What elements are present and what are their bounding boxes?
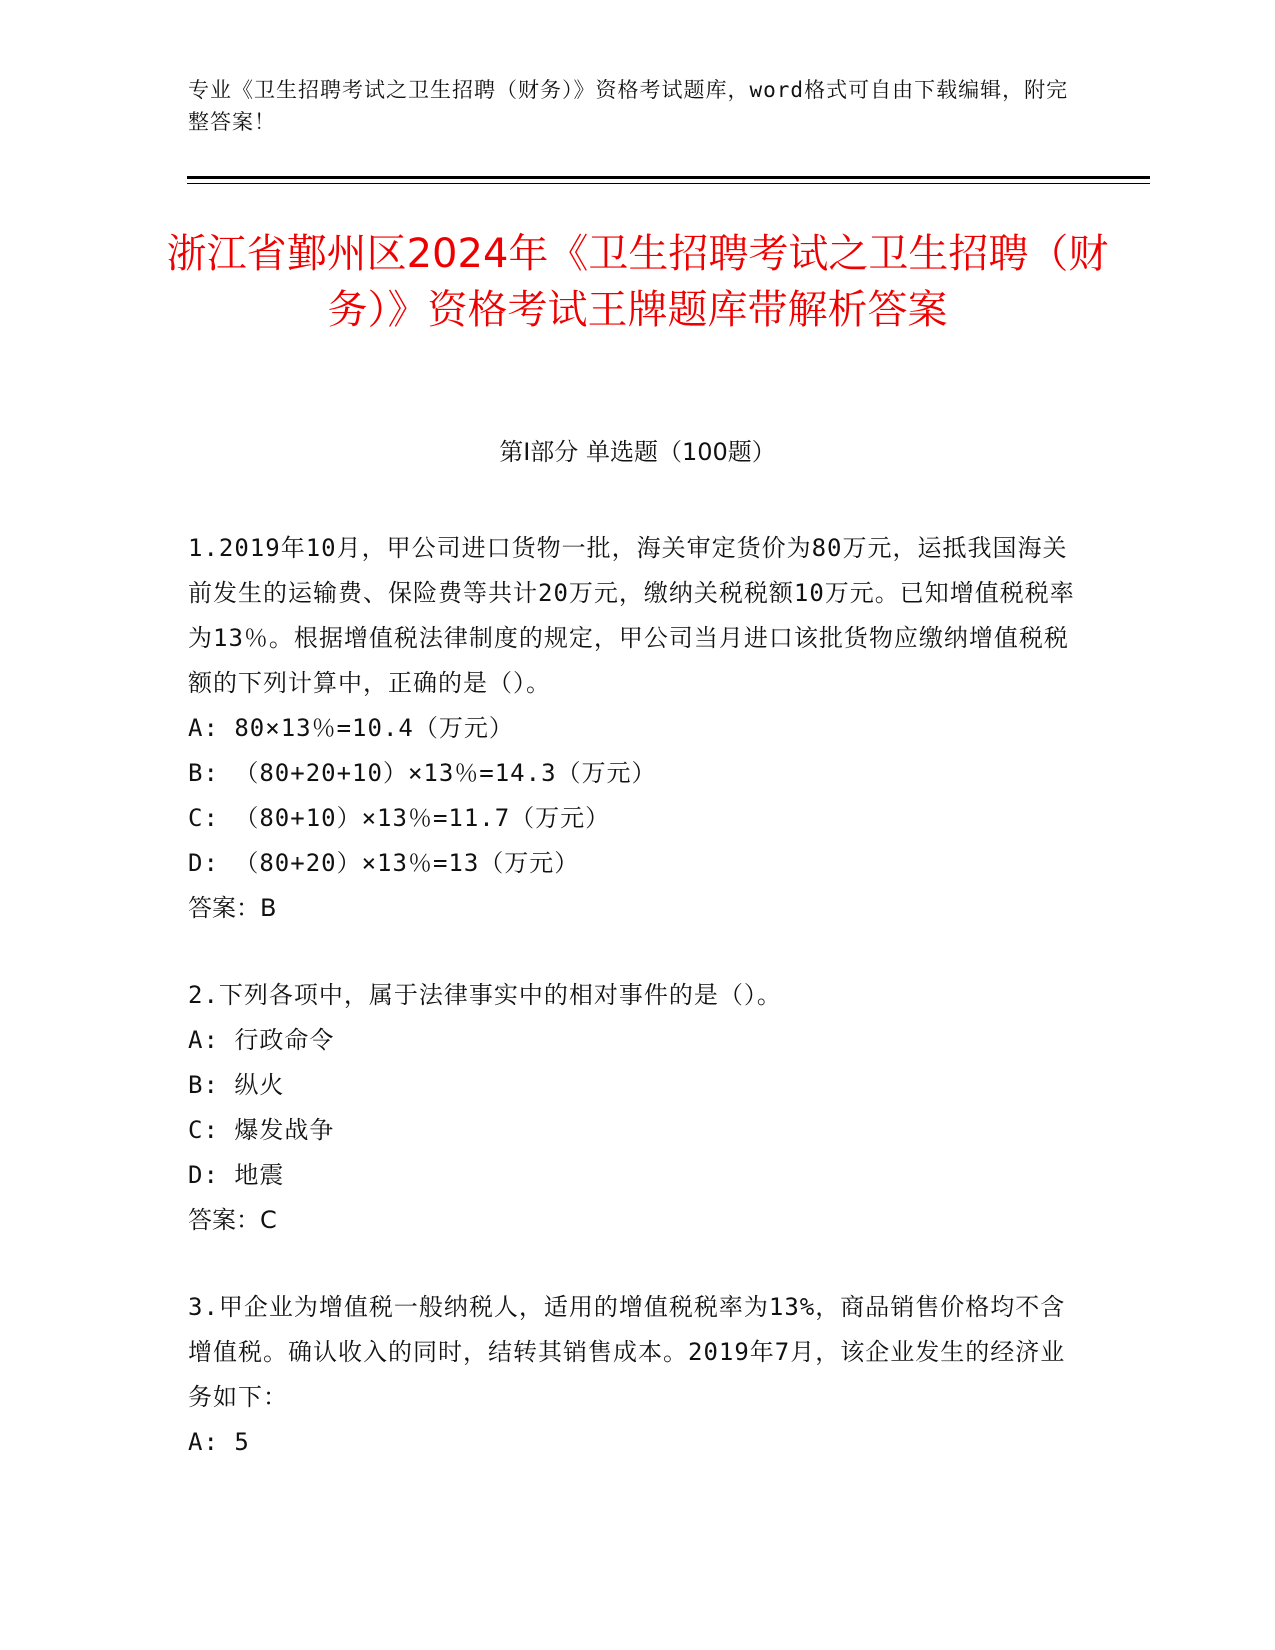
header-rule-thick — [187, 176, 1150, 179]
header-note: 专业《卫生招聘考试之卫生招聘（财务）》资格考试题库，word格式可自由下载编辑，附完整答案！ — [188, 78, 1069, 134]
question-text: 3.甲企业为增值税一般纳税人，适用的增值税税率为13%，商品销售价格均不含增值税。确认收入的同时，结转其销售成本。2019年7月，该企业发生的经济业务如下： — [188, 1293, 1066, 1411]
section-title: 第Ⅰ部分 单选题（100题） — [499, 438, 776, 466]
document-title: 浙江省鄞州区2024年《卫生招聘考试之卫生招聘（财务）》资格考试王牌题库带解析答案 — [166, 231, 1109, 333]
option-c: C: （80+10）×13％=11.7（万元） — [188, 804, 611, 832]
option-b: B: （80+20+10）×13％=14.3（万元） — [188, 759, 657, 787]
option-a: A: 行政命令 — [188, 1026, 335, 1054]
option-b: B: 纵火 — [188, 1071, 285, 1099]
question-list — [188, 526, 1088, 1507]
option-a: A: 80×13％=10.4（万元） — [188, 714, 514, 742]
option-a: A: 5 — [188, 1428, 250, 1456]
answer: 答案：C — [188, 1206, 277, 1234]
question-2 — [188, 973, 1088, 1243]
option-d: D: 地震 — [188, 1161, 285, 1189]
option-c: C: 爆发战争 — [188, 1116, 335, 1144]
header-rule-thin — [187, 183, 1150, 184]
question-text: 2.下列各项中，属于法律事实中的相对事件的是（）。 — [188, 981, 782, 1009]
answer: 答案：B — [188, 894, 277, 922]
question-text: 1.2019年10月，甲公司进口货物一批，海关审定货价为80万元，运抵我国海关前发生的运输费、保险费等共计20万元，缴纳关税税额10万元。已知增值税税率为13％。根据增值税法律制度的规定，甲公司当月进口该批货物应缴纳增值税税额的下列计算中，正确的是（）。 — [188, 534, 1075, 697]
question-3 — [188, 1285, 1088, 1465]
question-1 — [188, 526, 1088, 931]
option-d: D: （80+20）×13％=13（万元） — [188, 849, 580, 877]
